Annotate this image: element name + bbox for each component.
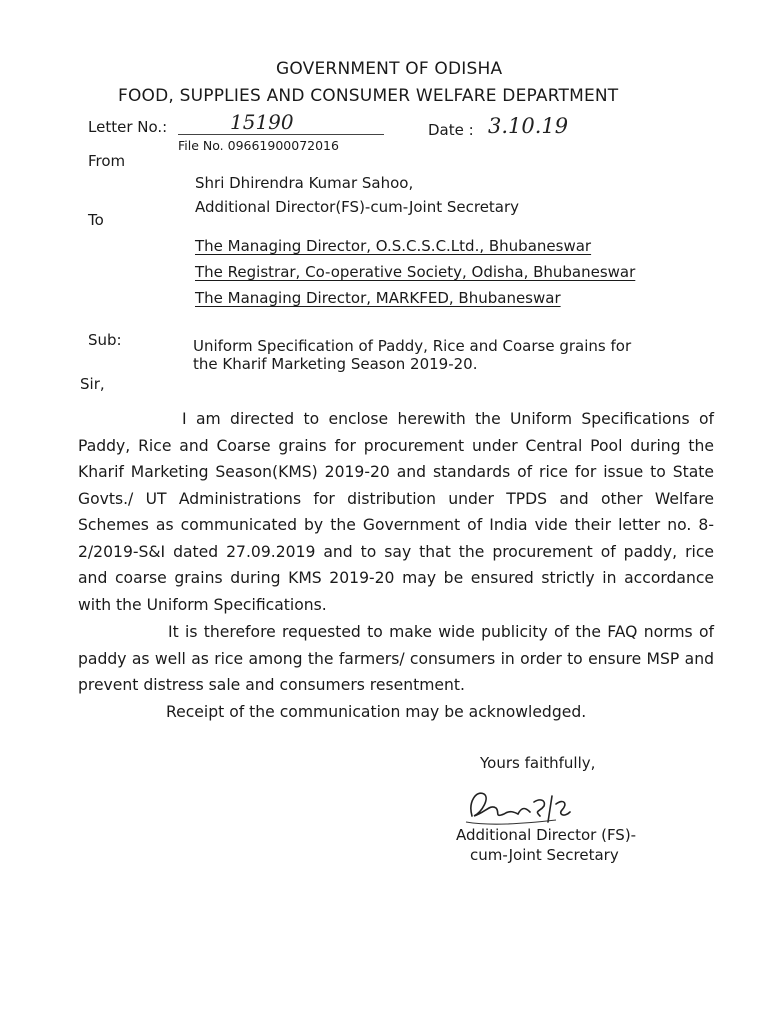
to-label: To: [88, 211, 104, 229]
header-department: FOOD, SUPPLIES AND CONSUMER WELFARE DEPARTMENT: [118, 86, 619, 106]
subject-label: Sub:: [88, 331, 122, 349]
signatory-designation-2: cum-Joint Secretary: [470, 846, 619, 864]
paragraph-2: It is therefore requested to make wide publicity of the FAQ norms of paddy as well as rice among the farmers/ consumers in order to ensure MSP and prevent distress sale and consumers resentment.: [78, 623, 714, 694]
signatory-designation-1: Additional Director (FS)-: [456, 826, 637, 844]
recipient-3: The Managing Director, MARKFED, Bhubaneswar: [195, 289, 561, 307]
salutation: Sir,: [80, 375, 105, 393]
from-name: Shri Dhirendra Kumar Sahoo,: [195, 174, 414, 192]
header-govt: GOVERNMENT OF ODISHA: [276, 59, 503, 79]
paragraph-3: Receipt of the communication may be acknowledged.: [166, 703, 587, 721]
subject-line-2: the Kharif Marketing Season 2019-20.: [193, 355, 478, 373]
from-label: From: [88, 152, 126, 170]
recipient-2: The Registrar, Co-operative Society, Odisha, Bhubaneswar: [195, 263, 636, 281]
recipient-1: The Managing Director, O.S.C.S.C.Ltd., Bhubaneswar: [195, 237, 592, 255]
from-designation: Additional Director(FS)-cum-Joint Secretary: [195, 198, 520, 216]
letter-no-rule: [178, 134, 384, 135]
file-no: File No. 09661900072016: [178, 138, 339, 153]
subject-line-1: Uniform Specification of Paddy, Rice and Coarse grains for: [193, 337, 632, 355]
signature: [460, 782, 610, 832]
date-label: Date :: [428, 121, 474, 139]
yours-faithfully: Yours faithfully,: [480, 754, 596, 772]
paragraph-1: I am directed to enclose herewith the Uniform Specifications of Paddy, Rice and Coarse grains for procurement under Central Pool during the Kharif Marketing Season(KMS) 2019-20 and standards of rice for issue to State Govts./ UT Administrations for distribution under TPDS and other Welfare Schemes as communicated by the Government of India vide their letter no. 8-2/2019-S&I dated 27.09.2019 and to say that the procurement of paddy, rice and coarse grains during KMS 2019-20 may be ensured strictly in accordance with the Uniform Specifications.: [78, 410, 714, 614]
letter-no-value: 15190: [230, 110, 294, 134]
letter-no-label: Letter No.:: [88, 118, 168, 136]
date-value: 3.10.19: [488, 114, 569, 138]
